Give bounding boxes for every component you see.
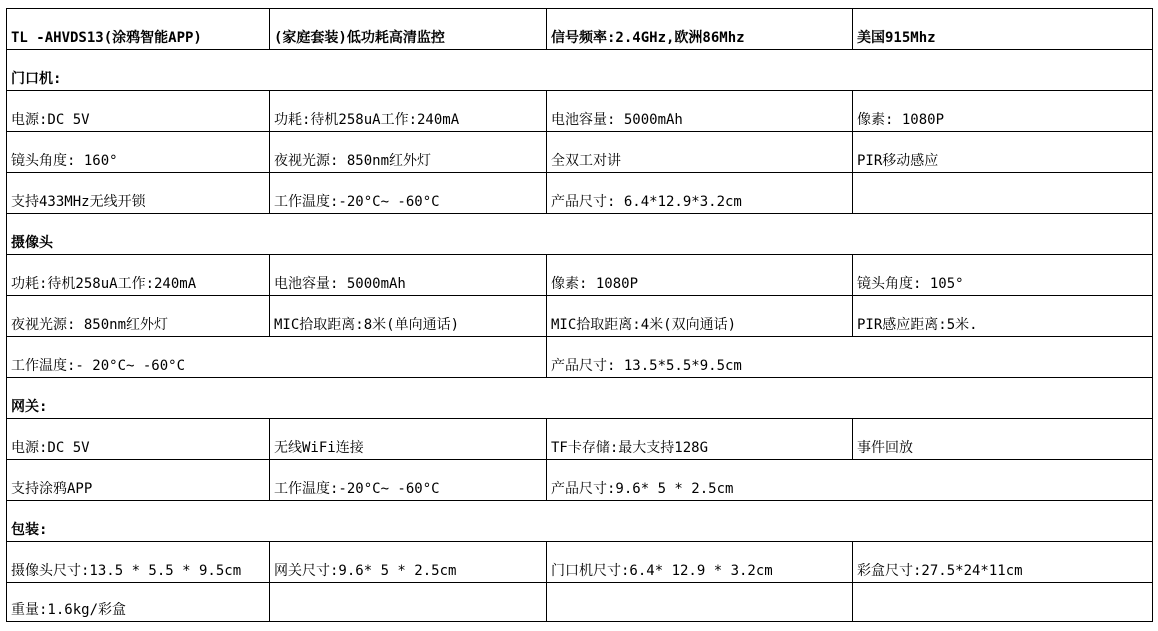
- table-cell: 功耗:待机258uA工作:240mA: [7, 255, 270, 296]
- table-cell: 功耗:待机258uA工作:240mA: [270, 91, 547, 132]
- table-cell: 工作温度:-20°C~ -60°C: [270, 173, 547, 214]
- table-row: [7, 542, 1153, 583]
- table-cell: [270, 583, 547, 622]
- table-row: [7, 460, 1153, 501]
- table-cell: 产品尺寸: 13.5*5.5*9.5cm: [547, 337, 1153, 378]
- table-cell: 工作温度:- 20°C~ -60°C: [7, 337, 547, 378]
- table-cell: 像素: 1080P: [853, 91, 1153, 132]
- header-row: [7, 9, 1153, 50]
- section-row-gateway: [7, 378, 1153, 419]
- table-row: [7, 173, 1153, 214]
- header-product-cell: (家庭套装)低功耗高清监控: [270, 9, 547, 50]
- header-model-cell: TL -AHVDS13(涂鸦智能APP): [7, 9, 270, 50]
- header-frequency-cell: 信号频率:2.4GHz,欧洲86Mhz: [547, 9, 853, 50]
- table-cell: 夜视光源: 850nm红外灯: [270, 132, 547, 173]
- table-cell: MIC拾取距离:8米(单向通话): [270, 296, 547, 337]
- section-row-camera: [7, 214, 1153, 255]
- table-row: [7, 337, 1153, 378]
- section-title-package: 包装:: [7, 501, 1153, 542]
- table-cell: [547, 583, 853, 622]
- table-cell: 彩盒尺寸:27.5*24*11cm: [853, 542, 1153, 583]
- table-cell: MIC拾取距离:4米(双向通话): [547, 296, 853, 337]
- section-title-gateway: 网关:: [7, 378, 1153, 419]
- table-cell: 支持433MHz无线开锁: [7, 173, 270, 214]
- table-cell: 门口机尺寸:6.4* 12.9 * 3.2cm: [547, 542, 853, 583]
- table-cell: 事件回放: [853, 419, 1153, 460]
- table-cell: 摄像头尺寸:13.5 * 5.5 * 9.5cm: [7, 542, 270, 583]
- table-cell: 无线WiFi连接: [270, 419, 547, 460]
- table-cell: 全双工对讲: [547, 132, 853, 173]
- table-cell: 支持涂鸦APP: [7, 460, 270, 501]
- table-cell: 像素: 1080P: [547, 255, 853, 296]
- table-cell: 重量:1.6kg/彩盒: [7, 583, 270, 622]
- table-cell: 镜头角度: 160°: [7, 132, 270, 173]
- table-cell: PIR感应距离:5米.: [853, 296, 1153, 337]
- table-cell: 网关尺寸:9.6* 5 * 2.5cm: [270, 542, 547, 583]
- table-cell: 产品尺寸:9.6* 5 * 2.5cm: [547, 460, 1153, 501]
- table-cell: 电池容量: 5000mAh: [270, 255, 547, 296]
- table-row: [7, 91, 1153, 132]
- section-title-door: 门口机:: [7, 50, 1153, 91]
- table-cell: [853, 583, 1153, 622]
- table-cell: 电池容量: 5000mAh: [547, 91, 853, 132]
- table-row: [7, 255, 1153, 296]
- header-us-frequency-cell: 美国915Mhz: [853, 9, 1153, 50]
- section-row-door: [7, 50, 1153, 91]
- spec-table: [6, 8, 1153, 622]
- section-row-package: [7, 501, 1153, 542]
- table-cell: 电源:DC 5V: [7, 419, 270, 460]
- table-cell: 电源:DC 5V: [7, 91, 270, 132]
- table-cell: PIR移动感应: [853, 132, 1153, 173]
- table-row: [7, 296, 1153, 337]
- section-title-camera: 摄像头: [7, 214, 1153, 255]
- table-cell: 夜视光源: 850nm红外灯: [7, 296, 270, 337]
- table-row: [7, 583, 1153, 622]
- table-cell: 镜头角度: 105°: [853, 255, 1153, 296]
- table-cell: TF卡存储:最大支持128G: [547, 419, 853, 460]
- table-row: [7, 132, 1153, 173]
- table-cell: 产品尺寸: 6.4*12.9*3.2cm: [547, 173, 853, 214]
- table-cell: 工作温度:-20°C~ -60°C: [270, 460, 547, 501]
- table-row: [7, 419, 1153, 460]
- table-cell: [853, 173, 1153, 214]
